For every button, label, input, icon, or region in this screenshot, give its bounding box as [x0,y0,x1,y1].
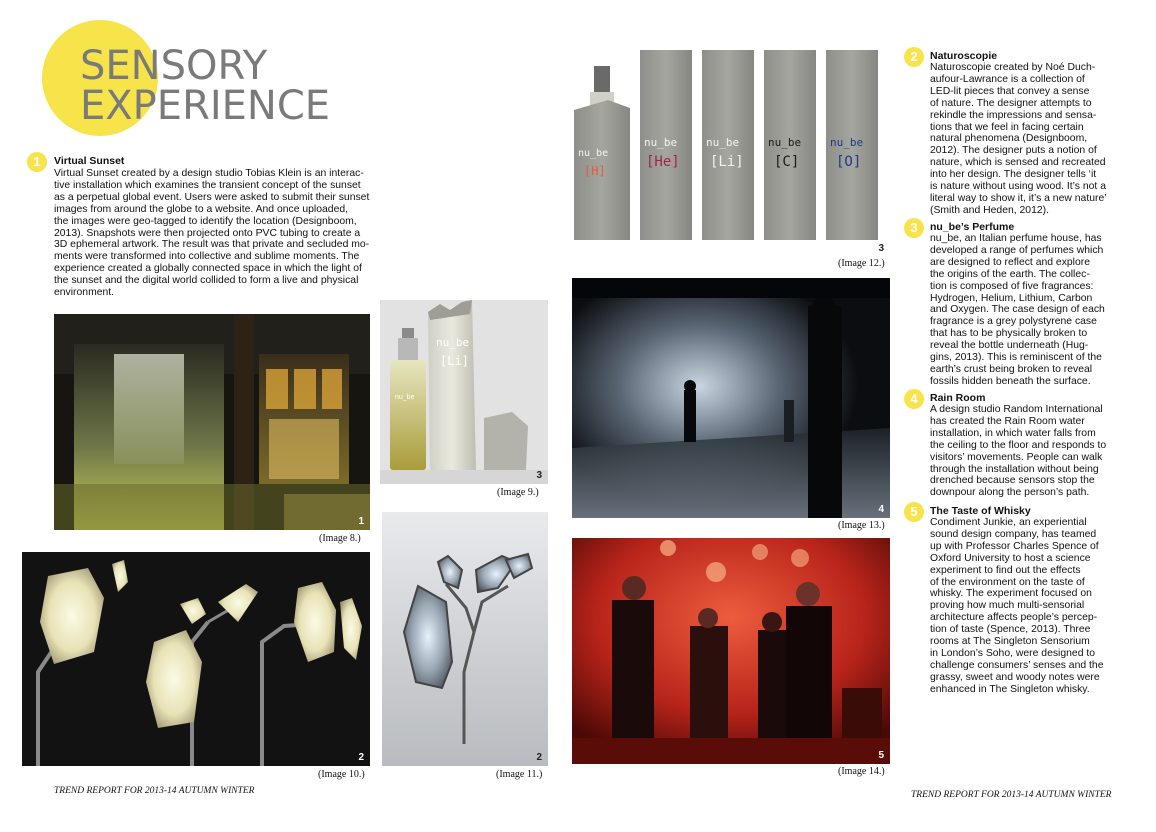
section-number-2: 2 [904,47,924,67]
caption-image-11: (Image 11.) [496,769,543,780]
caption-image-12: (Image 12.) [838,258,885,269]
lineup-label-helium: [He] [646,154,680,170]
caption-image-10: (Image 10.) [318,769,365,780]
section-number-4: 4 [904,389,924,409]
image-nube-perfume-lineup [568,42,890,256]
section-body-rain-room: A design studio Random International has created the Rain Room water installation, in which water falls from the ceiling to the floor and responds to visitors’ movements. People can walk through the installation without being drenched because sensors stop the downpour along the person’s path. [930,404,1107,499]
image-number-badge: 5 [878,750,884,761]
caption-image-8: (Image 8.) [319,533,361,544]
lineup-label-carbon: [C] [774,154,800,170]
footer-left: TREND REPORT FOR 2013-14 AUTUMN WINTER [54,786,255,796]
caption-image-14: (Image 14.) [838,766,885,777]
section-number-5: 5 [904,502,924,522]
image-rain-room [572,278,890,518]
lineup-label-hydrogen: [H] [584,164,606,178]
lineup-label-oxygen: [O] [836,154,862,170]
image-naturoscopie-lamp [382,512,548,766]
page-title-line1: SENSORY [80,43,268,89]
section-body-naturoscopie: Naturoscopie created by Noé Duch- aufour-Lawrance is a collection of LED-lit pieces that convey a sense of nature. The designer attempts to rekindle the impressions and sensa- tions that we feel in facing certain natural phenomena (Designboom, 2012). The designer puts a notion of nature, which is sensed and recreated into her design. The designer tells ‘it is nature without using wood. It’s not a literal way to show it, it’s a new nature’ (Smith and Heden, 2012). [930,62,1107,216]
section-title-rain-room: Rain Room [930,392,986,404]
case-label-element: [Li] [440,354,469,368]
page-title-line2: EXPERIENCE [80,83,331,129]
section-title-naturoscopie: Naturoscopie [930,50,998,62]
image-naturoscopie-wall [22,552,370,766]
image-number-badge: 1 [358,516,364,527]
footer-right: TREND REPORT FOR 2013-14 AUTUMN WINTER [911,790,1112,800]
image-nube-perfume-bottle [380,300,548,484]
image-number-badge: 3 [878,243,884,254]
section-title-virtual-sunset: Virtual Sunset [54,155,125,167]
section-body-taste-of-whisky: Condiment Junkie, an experiential sound design company, has teamed up with Professor Charles Spence of Oxford University to host a science experiment to find out the effects of the environment on the taste of whisky. The experiment focused on proving how much multi-sensorial architecture affects people’s percep- tion of taste (Spence, 2013). Three rooms at The Singleton Sensorium in London’s Soho, were designed to challenge consumers’ senses and the grassy, sweet and woody notes were enhanced in The Singleton whisky. [930,517,1104,695]
section-number-1: 1 [27,152,47,172]
caption-image-9: (Image 9.) [497,487,539,498]
image-number-badge: 4 [878,504,884,515]
bottle-label-brand: nu_be [395,394,415,401]
lineup-label-brand-3: nu_be [706,136,740,149]
lineup-label-brand-2: nu_be [644,136,678,149]
image-singleton-sensorium [572,538,890,764]
section-title-nube-perfume: nu_be’s Perfume [930,221,1015,233]
image-number-badge: 2 [536,752,542,763]
lineup-label-brand-4: nu_be [768,136,802,149]
image-number-badge: 2 [358,752,364,763]
section-number-3: 3 [904,218,924,238]
section-body-virtual-sunset: Virtual Sunset created by a design studio Tobias Klein is an interac- tive installation which examines the transient concept of the sunset as a perpetual global event. Users were asked to submit their sunset images from around the globe to a website. And once uploaded, the images were geo-tagged to identify the location (Designboom, 2013). Snapshots were then projected onto PVC tubing to create a 3D ephemeral artwork. The result was that private and secluded mo- ments were transformed into collective and sublime moments. The experience created a globally connected space in which the light of the sunset and the digital world collided to form a live and physical environment. [54,168,370,299]
lineup-label-brand-5: nu_be [830,136,864,149]
lineup-label-brand-1: nu_be [578,148,609,159]
image-virtual-sunset [54,314,370,530]
caption-image-13: (Image 13.) [838,520,885,531]
lineup-label-lithium: [Li] [710,154,744,170]
section-body-nube-perfume: nu_be, an Italian perfume house, has developed a range of perfumes which are designed to reflect and explore the origins of the earth. The collec- tion is composed of five fragrances: Hydrogen, Helium, Lithium, Carbon and Oxygen. The case design of each fragrance is a grey polystyrene case that has to be physically broken to reveal the bottle underneath (Hug- gins, 2013). This is reminiscent of the earth’s crust being broken to reveal fossils hidden beneath the surface. [930,233,1105,387]
image-number-badge: 3 [536,470,542,481]
case-label-brand: nu_be [436,336,470,349]
section-title-taste-of-whisky: The Taste of Whisky [930,505,1031,517]
